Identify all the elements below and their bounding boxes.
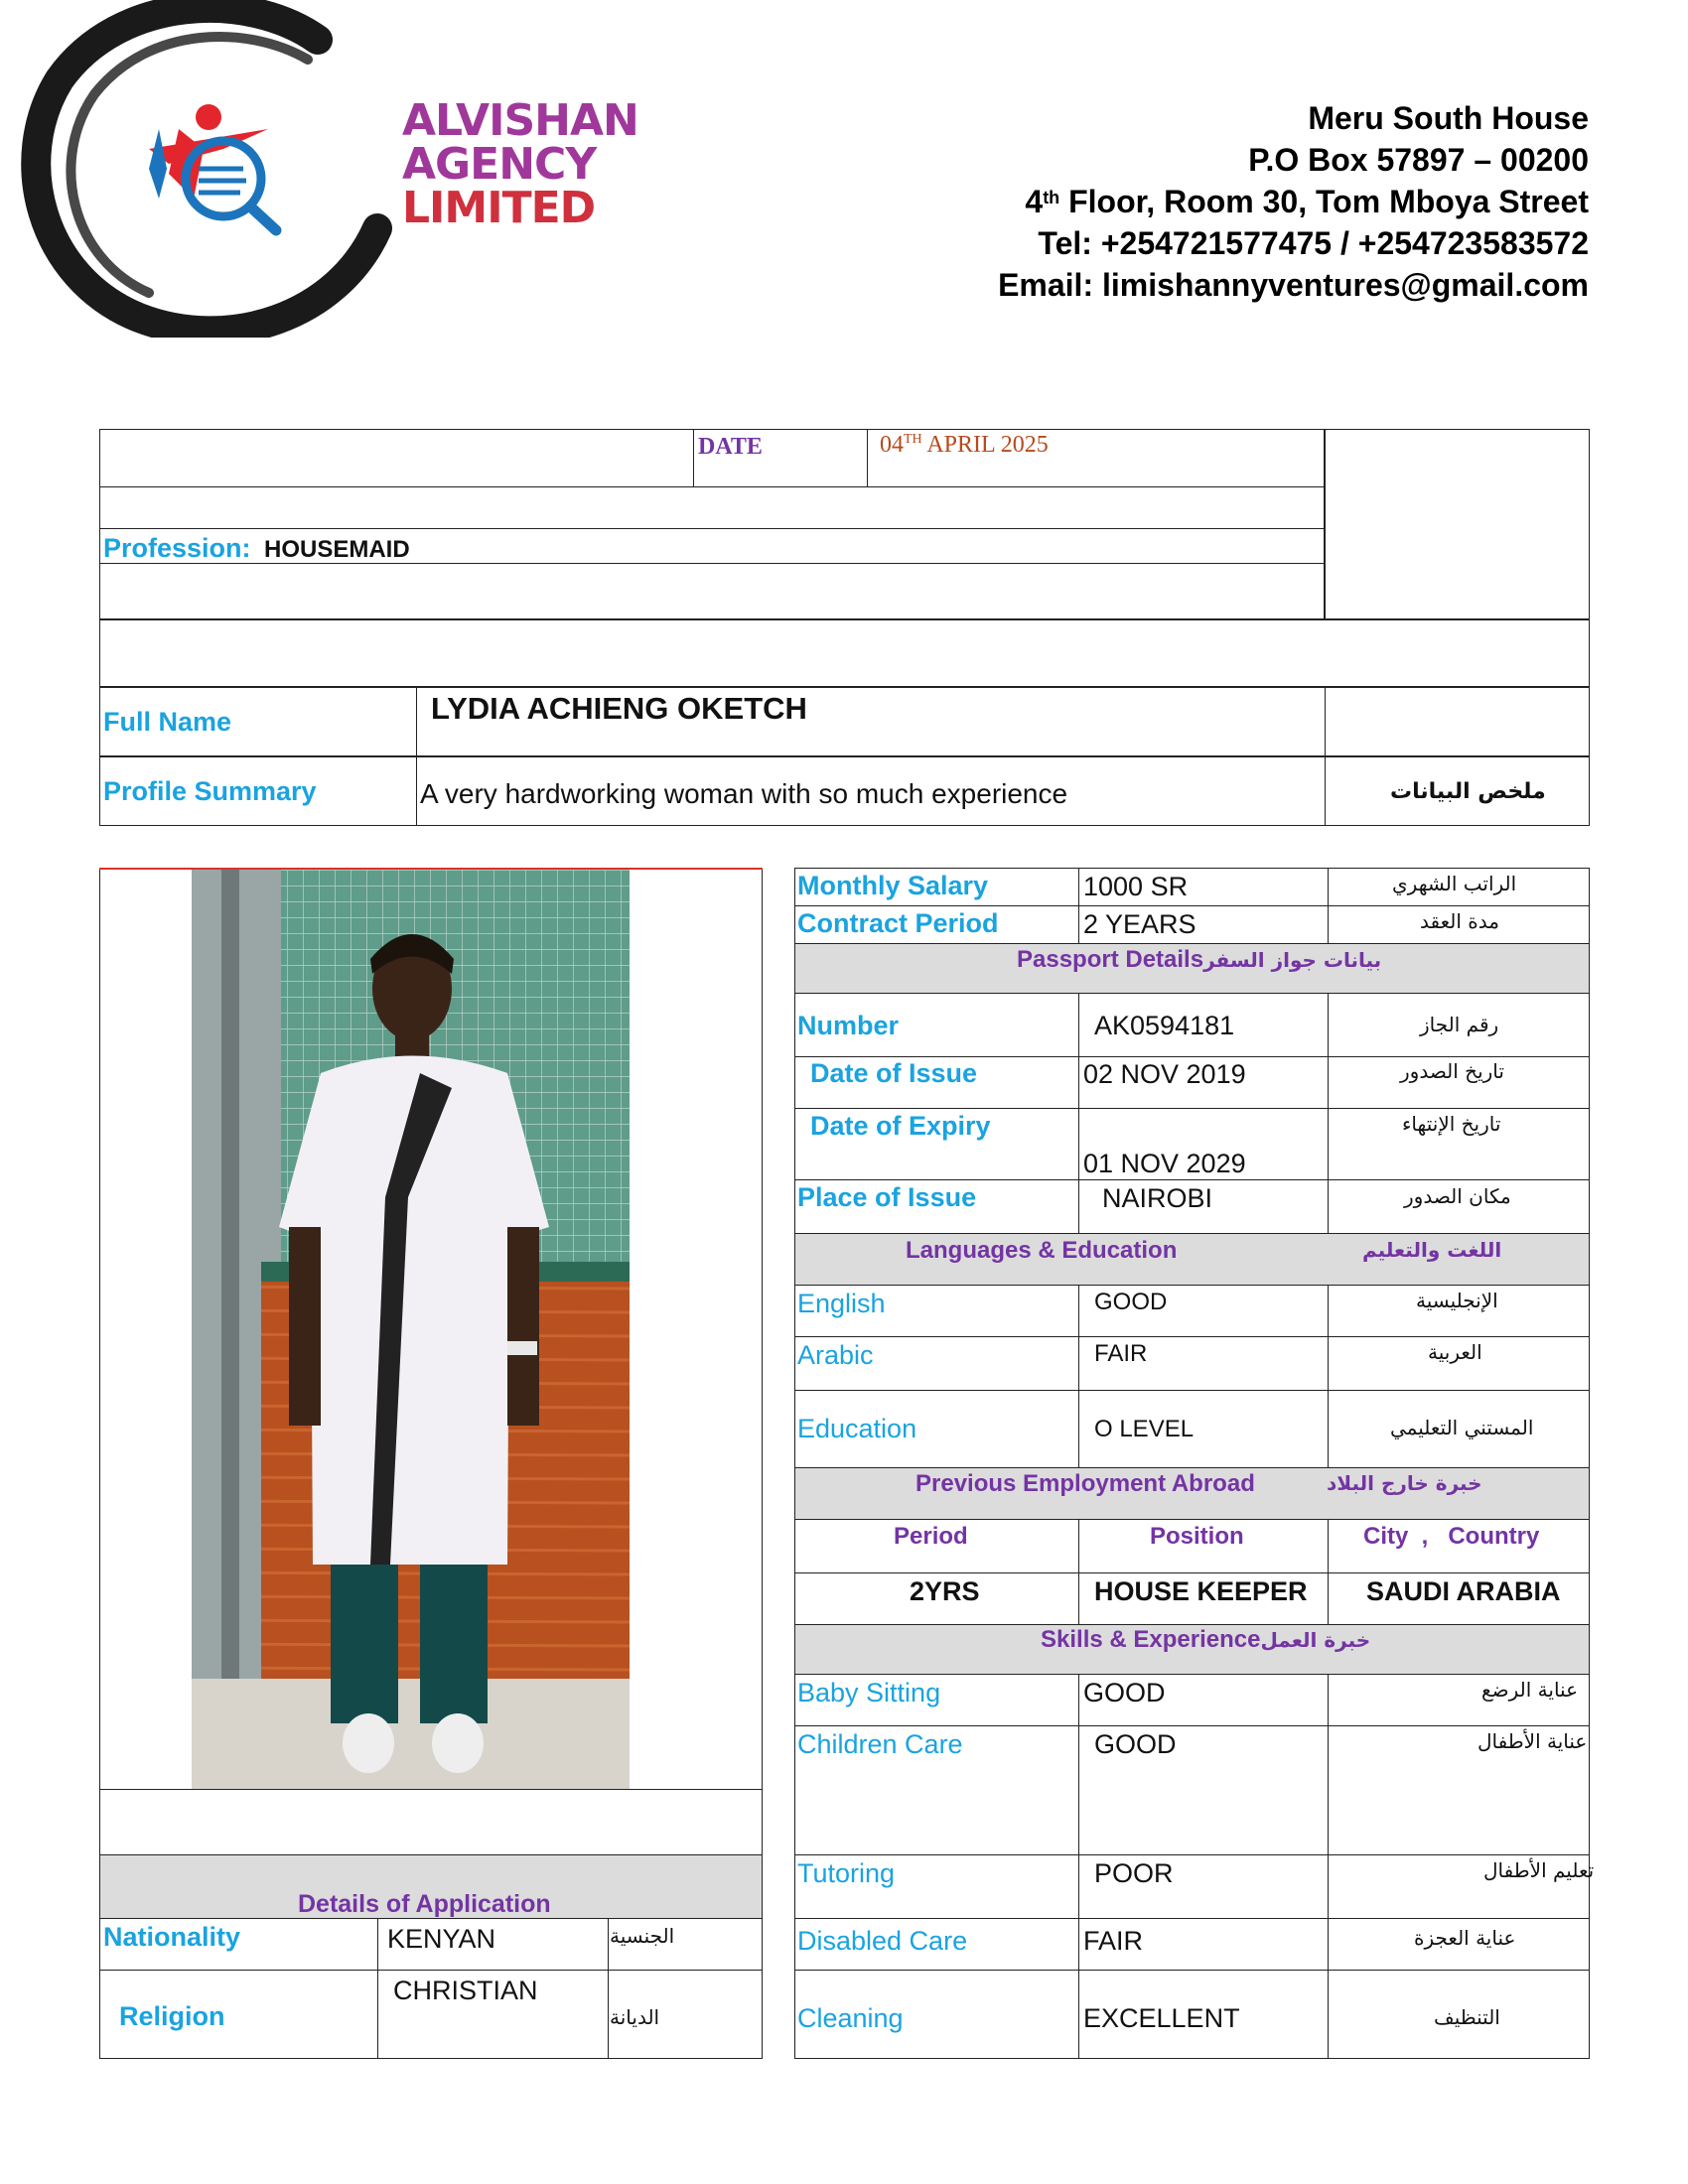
employment-title: Previous Employment Abroad bbox=[915, 1470, 1255, 1497]
religion-arabic: الديانة bbox=[610, 2005, 660, 2029]
monthly-salary-arabic: الراتب الشهري bbox=[1392, 872, 1517, 895]
disabled-care-arabic: عناية العجزة bbox=[1414, 1926, 1516, 1950]
disabled-care-value: FAIR bbox=[1083, 1926, 1144, 1956]
nationality-label: Nationality bbox=[103, 1922, 241, 1952]
tutoring-value: POOR bbox=[1094, 1858, 1174, 1888]
application-title: Details of Application bbox=[298, 1890, 551, 1918]
full-name-value: LYDIA ACHIENG OKETCH bbox=[431, 691, 807, 726]
passport-number-arabic: رقم الجاز bbox=[1420, 1013, 1499, 1036]
passport-title-ar: بيانات جواز السفر bbox=[1203, 948, 1382, 972]
arabic-label: Arabic bbox=[797, 1340, 874, 1370]
tutoring-arabic: تعليم الأطفال bbox=[1483, 1858, 1595, 1882]
full-name-label: Full Name bbox=[103, 707, 232, 737]
agency-name-line1: ALVISHAN bbox=[402, 95, 638, 146]
english-value: GOOD bbox=[1094, 1289, 1168, 1315]
education-label: Education bbox=[797, 1414, 917, 1443]
address-floor-number: 4 bbox=[1025, 184, 1044, 219]
address-email: Email: limishannyventures@gmail.com bbox=[998, 267, 1589, 303]
education-value: O LEVEL bbox=[1094, 1416, 1195, 1442]
profession-value: HOUSEMAID bbox=[264, 536, 410, 563]
nationality-arabic: الجنسية bbox=[610, 1924, 675, 1948]
baby-sitting-label: Baby Sitting bbox=[797, 1678, 941, 1707]
english-arabic: الإنجليسية bbox=[1416, 1289, 1498, 1312]
monthly-salary-label: Monthly Salary bbox=[797, 871, 989, 900]
languages-title-arabic: اللغت والتعليم bbox=[1362, 1238, 1502, 1262]
arabic-value: FAIR bbox=[1094, 1340, 1148, 1367]
place-of-issue-value: NAIROBI bbox=[1102, 1183, 1213, 1213]
contract-period-value: 2 YEARS bbox=[1083, 909, 1196, 939]
tutoring-label: Tutoring bbox=[797, 1858, 896, 1888]
employment-title-arabic: خبرة خارج البلاد bbox=[1327, 1471, 1482, 1495]
address-floor-suffix: th bbox=[1043, 188, 1060, 207]
address-line2: P.O Box 57897 – 00200 bbox=[1248, 142, 1589, 178]
agency-name-line2: AGENCY bbox=[402, 139, 597, 190]
employment-country-value: SAUDI ARABIA bbox=[1366, 1576, 1561, 1606]
skills-title-en: Skills & Experience bbox=[1041, 1626, 1261, 1653]
arabic-arabic: العربية bbox=[1428, 1340, 1482, 1364]
position-header: Position bbox=[1150, 1523, 1244, 1550]
skills-title bbox=[1041, 1626, 1370, 1654]
cleaning-arabic: التنظيف bbox=[1434, 2005, 1500, 2029]
passport-title-en: Passport Details bbox=[1017, 946, 1204, 973]
cleaning-value: EXCELLENT bbox=[1083, 2003, 1240, 2033]
agency-logo bbox=[20, 0, 638, 338]
children-care-value: GOOD bbox=[1094, 1729, 1177, 1759]
children-care-label: Children Care bbox=[797, 1729, 963, 1759]
agency-address bbox=[998, 97, 1589, 306]
profile-summary-arabic: ملخص البيانات bbox=[1390, 779, 1546, 804]
date-of-issue-label: Date of Issue bbox=[810, 1058, 978, 1088]
religion-label: Religion bbox=[119, 2001, 225, 2031]
passport-number-value: AK0594181 bbox=[1094, 1011, 1235, 1040]
education-arabic: المستني التعليمي bbox=[1390, 1416, 1534, 1439]
place-of-issue-arabic: مكان الصدور bbox=[1404, 1184, 1511, 1208]
passport-number-label: Number bbox=[797, 1011, 900, 1040]
nationality-value: KENYAN bbox=[387, 1924, 496, 1954]
skills-title-ar: خبرة العمل bbox=[1260, 1628, 1371, 1652]
date-day-suffix: TH bbox=[904, 432, 922, 447]
date-value bbox=[880, 432, 1049, 459]
agency-name bbox=[402, 95, 638, 233]
date-day: 04 bbox=[880, 432, 904, 458]
profile-summary-value: A very hardworking woman with so much experience bbox=[420, 778, 1068, 809]
cleaning-label: Cleaning bbox=[797, 2003, 904, 2033]
city-country-header: City , Country bbox=[1363, 1523, 1540, 1550]
baby-sitting-value: GOOD bbox=[1083, 1678, 1166, 1707]
date-of-issue-arabic: تاريخ الصدور bbox=[1400, 1059, 1504, 1083]
religion-value: CHRISTIAN bbox=[393, 1976, 538, 2005]
profile-summary-label: Profile Summary bbox=[103, 776, 317, 806]
date-label: DATE bbox=[698, 434, 763, 460]
passport-details-title bbox=[1017, 946, 1381, 974]
address-line1: Meru South House bbox=[1308, 100, 1589, 136]
address-phone: Tel: +254721577475 / +254723583572 bbox=[1038, 225, 1589, 261]
employment-position-value: HOUSE KEEPER bbox=[1094, 1576, 1308, 1606]
address-line3 bbox=[998, 181, 1589, 222]
period-header: Period bbox=[894, 1523, 968, 1550]
logo-emblem bbox=[20, 0, 397, 338]
date-of-issue-value: 02 NOV 2019 bbox=[1083, 1059, 1246, 1089]
date-of-expiry-arabic: تاريخ الإنتهاء bbox=[1402, 1112, 1501, 1136]
english-label: English bbox=[797, 1289, 886, 1318]
contract-period-label: Contract Period bbox=[797, 908, 999, 938]
languages-title: Languages & Education bbox=[906, 1237, 1178, 1264]
candidate-photo bbox=[192, 870, 630, 1789]
monthly-salary-value: 1000 SR bbox=[1083, 872, 1189, 901]
place-of-issue-label: Place of Issue bbox=[797, 1182, 977, 1212]
profession-label: Profession: bbox=[103, 533, 251, 563]
date-of-expiry-value: 01 NOV 2029 bbox=[1083, 1149, 1246, 1178]
employment-period-value: 2YRS bbox=[910, 1576, 980, 1606]
date-month-year: APRIL 2025 bbox=[921, 432, 1049, 458]
baby-sitting-arabic: عناية الرضع bbox=[1481, 1678, 1579, 1702]
agency-name-line3: LIMITED bbox=[402, 183, 596, 233]
date-of-expiry-label: Date of Expiry bbox=[810, 1111, 991, 1141]
address-street: Floor, Room 30, Tom Mboya Street bbox=[1059, 184, 1589, 219]
disabled-care-label: Disabled Care bbox=[797, 1926, 968, 1956]
children-care-arabic: عناية الأطفال bbox=[1477, 1729, 1588, 1753]
contract-period-arabic: مدة العقد bbox=[1420, 909, 1499, 933]
